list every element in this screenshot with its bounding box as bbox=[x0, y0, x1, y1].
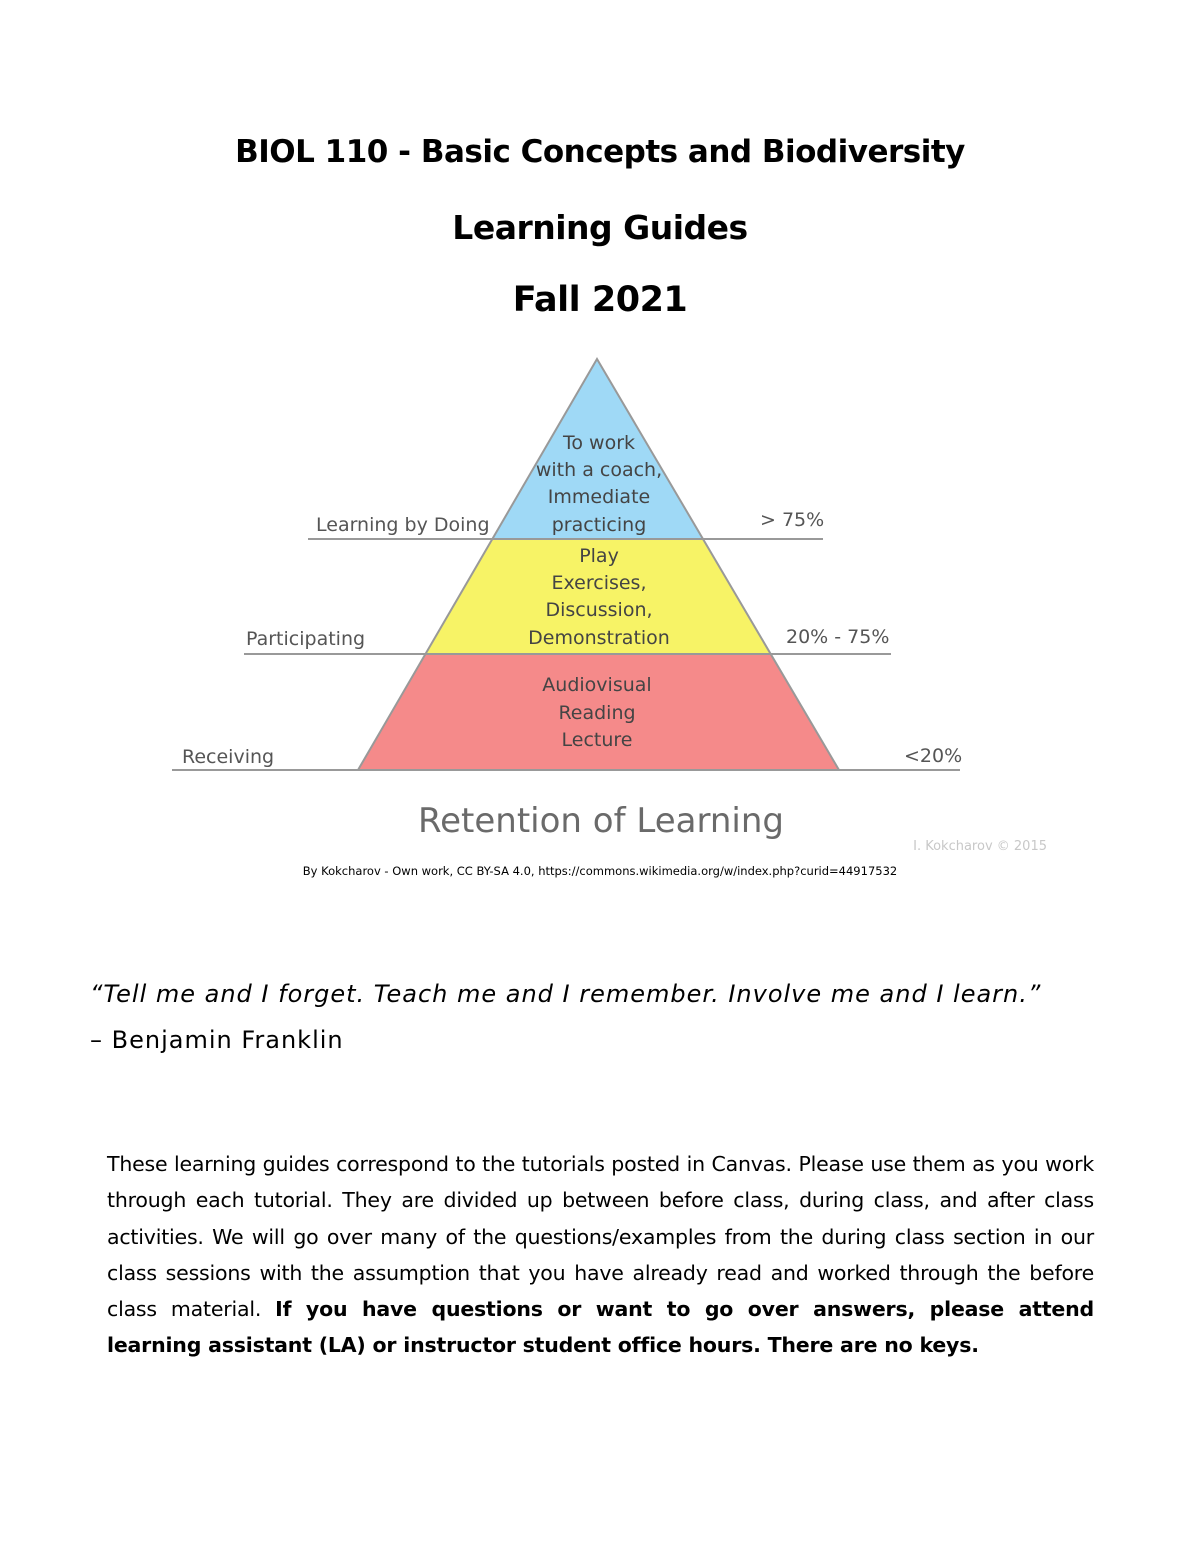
tier-label: Learning by Doing bbox=[316, 514, 490, 536]
figure-credit: By Kokcharov - Own work, CC BY-SA 4.0, https://commons.wikimedia.org/w/index.php?curid=44917532 bbox=[302, 864, 898, 878]
tier-label: Participating bbox=[246, 628, 366, 650]
quote-text: “Tell me and I forget. Teach me and I remember. Involve me and I learn.” bbox=[90, 980, 1042, 1008]
tier-content-line: Reading bbox=[558, 702, 636, 724]
tier-content-line: Audiovisual bbox=[542, 674, 652, 696]
tier-label: Receiving bbox=[182, 746, 275, 768]
quote-author: – Benjamin Franklin bbox=[90, 1026, 344, 1054]
tier-retention: > 75% bbox=[760, 509, 825, 531]
tier-content-line: Demonstration bbox=[528, 627, 670, 649]
course-title: BIOL 110 - Basic Concepts and Biodiversity bbox=[235, 134, 965, 170]
retention-pyramid-figure bbox=[160, 350, 1060, 860]
intro-text: These learning guides correspond to the tutorials posted in Canvas. Please use them as you work through each tutorial. They are divided up between before class, during class, and after class activities. We will go over many of the questions/examples from the during class section in our class sessions with the assumption that you have already read and worked through the before class material. bbox=[107, 1152, 1094, 1322]
tier-content-line: Play bbox=[579, 545, 619, 567]
tier-content-line: Exercises, bbox=[551, 572, 647, 594]
tier-content-line: Immediate bbox=[547, 486, 651, 508]
term-title: Fall 2021 bbox=[512, 280, 688, 320]
tier-content-line: with a coach, bbox=[535, 459, 663, 481]
tier-content-line: Discussion, bbox=[545, 599, 653, 621]
tier-content-line: To work bbox=[562, 432, 636, 454]
intro-paragraph bbox=[107, 1146, 1094, 1364]
tier-retention: 20% - 75% bbox=[786, 626, 890, 648]
tier-content-line: Lecture bbox=[561, 729, 633, 751]
figure-watermark: I. Kokcharov © 2015 bbox=[913, 839, 1047, 854]
tier-content-line: practicing bbox=[551, 514, 647, 536]
intro-bold-text: If you have questions or want to go over answers, please attend learning assistant (LA) or instructor student office hours. There are no keys. bbox=[107, 1297, 1094, 1358]
document-title: Learning Guides bbox=[452, 208, 748, 247]
figure-title: Retention of Learning bbox=[418, 801, 784, 841]
tier-retention: <20% bbox=[904, 745, 963, 767]
